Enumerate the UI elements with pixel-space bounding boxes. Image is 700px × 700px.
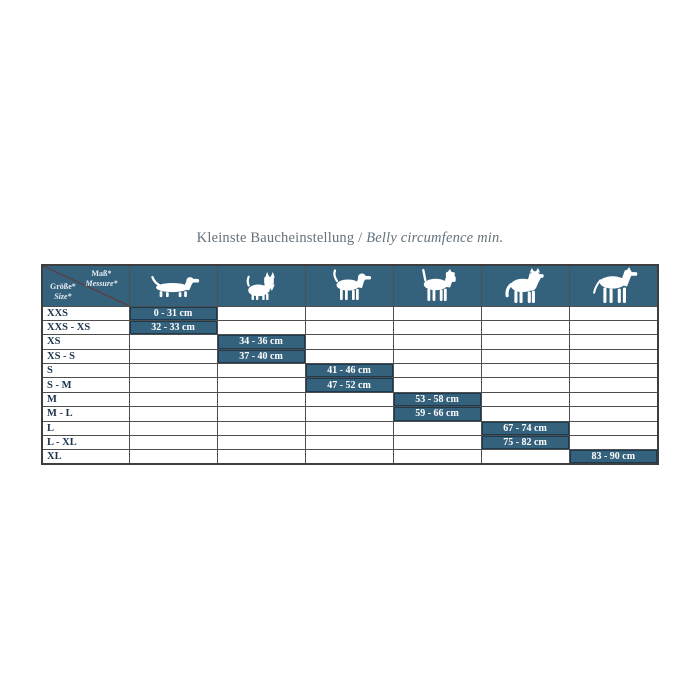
mass-label: Maß* [91,269,112,278]
range-cell: 75 - 82 cm [481,436,569,450]
empty-cell [569,349,658,363]
empty-cell [305,349,393,363]
table-header-row [42,265,658,306]
column-header-great-dane [569,265,658,306]
empty-cell [569,436,658,450]
table-row [42,421,658,435]
empty-cell [129,349,217,363]
chart-title [0,230,700,247]
table-row [42,407,658,421]
empty-cell [393,335,481,349]
empty-cell [393,349,481,363]
size-axis-label [50,282,76,303]
empty-cell [569,407,658,421]
empty-cell [217,436,305,450]
empty-cell [481,349,569,363]
size-row-label: M - L [42,407,129,421]
empty-cell [305,407,393,421]
size-row-label: S [42,364,129,378]
title-english: Belly circumfence min. [366,230,504,246]
empty-cell [393,450,481,464]
table-row [42,378,658,392]
range-cell: 37 - 40 cm [217,349,305,363]
size-row-label: XXS - XS [42,320,129,334]
empty-cell [129,392,217,406]
empty-cell [481,450,569,464]
size-row-label: XS - S [42,349,129,363]
title-separator: / [354,230,367,246]
groesse-label: Größe* [50,281,76,291]
empty-cell [129,364,217,378]
range-cell: 41 - 46 cm [305,364,393,378]
table-row [42,335,658,349]
messure-label: Messure* [85,279,118,289]
measure-axis-label [85,269,117,290]
empty-cell [305,320,393,334]
range-cell: 53 - 58 cm [393,392,481,406]
range-cell: 47 - 52 cm [305,378,393,392]
empty-cell [217,450,305,464]
size-row-label: XXS [42,306,129,320]
husky-icon [501,268,548,304]
empty-cell [569,421,658,435]
empty-cell [481,378,569,392]
empty-cell [217,421,305,435]
empty-cell [393,306,481,320]
empty-cell [305,421,393,435]
table-row [42,364,658,378]
empty-cell [481,364,569,378]
empty-cell [305,306,393,320]
empty-cell [129,421,217,435]
empty-cell [569,320,658,334]
empty-cell [305,436,393,450]
table-row [42,436,658,450]
empty-cell [217,320,305,334]
beagle-icon [326,269,372,302]
range-cell: 34 - 36 cm [217,335,305,349]
empty-cell [305,450,393,464]
empty-cell [305,392,393,406]
empty-cell [481,320,569,334]
size-rows [42,306,658,464]
title-german: Kleinste Baucheinstellung [196,230,355,246]
table-row [42,306,658,320]
column-header-husky [481,265,569,306]
dachshund-icon [146,273,201,298]
size-row-label: S - M [42,378,129,392]
empty-cell [393,436,481,450]
empty-cell [217,392,305,406]
range-cell: 32 - 33 cm [129,320,217,334]
empty-cell [129,436,217,450]
empty-cell [569,335,658,349]
size-table [41,264,659,465]
empty-cell [393,421,481,435]
table-row [42,320,658,334]
great-dane-icon [589,267,638,305]
range-cell: 0 - 31 cm [129,306,217,320]
table-row [42,349,658,363]
range-cell: 83 - 90 cm [569,450,658,464]
range-cell: 59 - 66 cm [393,407,481,421]
empty-cell [217,378,305,392]
empty-cell [217,407,305,421]
empty-cell [217,306,305,320]
column-header-dachshund [129,265,217,306]
table-row [42,392,658,406]
empty-cell [129,450,217,464]
empty-cell [569,364,658,378]
size-row-label: L [42,421,129,435]
empty-cell [393,320,481,334]
empty-cell [569,378,658,392]
column-header-terrier [217,265,305,306]
empty-cell [481,392,569,406]
range-cell: 67 - 74 cm [481,421,569,435]
empty-cell [129,378,217,392]
empty-cell [481,306,569,320]
column-header-fox-terrier [393,265,481,306]
empty-cell [305,335,393,349]
empty-cell [217,364,305,378]
empty-cell [569,392,658,406]
corner-header-cell [42,265,129,306]
empty-cell [129,335,217,349]
size-row-label: M [42,392,129,406]
column-header-beagle [305,265,393,306]
fox-terrier-icon [413,268,460,303]
empty-cell [393,364,481,378]
terrier-icon [239,271,283,301]
empty-cell [129,407,217,421]
size-row-label: XS [42,335,129,349]
size-label: Size* [54,292,72,302]
size-row-label: L - XL [42,436,129,450]
table-row [42,450,658,464]
size-row-label: XL [42,450,129,464]
empty-cell [481,407,569,421]
empty-cell [393,378,481,392]
empty-cell [481,335,569,349]
empty-cell [569,306,658,320]
